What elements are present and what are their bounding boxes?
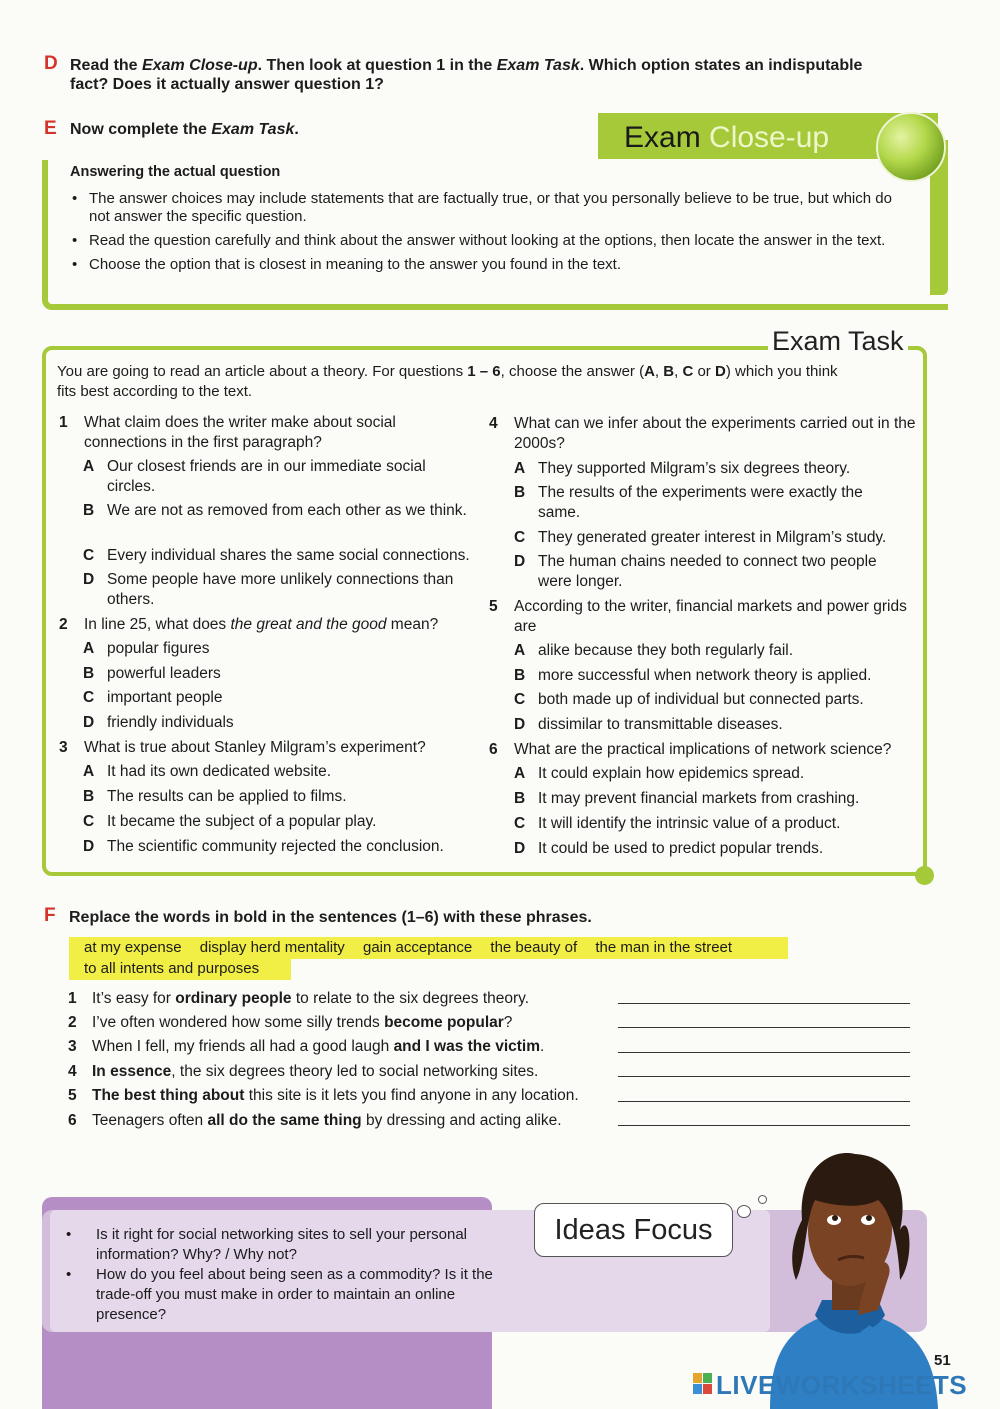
question-6: 6 What are the practical implications of network science? bbox=[489, 741, 892, 758]
phrase: the man in the street bbox=[595, 939, 733, 956]
option[interactable]: B The results can be applied to films. bbox=[83, 788, 347, 805]
question-1: 1 What claim does the writer make about social connections in the first paragraph? bbox=[59, 414, 396, 451]
phrase-bank-row-2 bbox=[69, 958, 291, 980]
exam-task-dot bbox=[915, 866, 934, 885]
option[interactable]: A alike because they both regularly fail. bbox=[514, 642, 794, 659]
option[interactable]: C important people bbox=[83, 689, 223, 706]
liveworksheets-logo-icon bbox=[693, 1373, 713, 1395]
option[interactable]: C both made up of individual but connected parts. bbox=[514, 691, 864, 708]
closeup-bullet: • Read the question carefully and think about the answer without looking at the options, then locate the answer in the text. bbox=[70, 232, 906, 250]
phrase: gain acceptance bbox=[362, 939, 473, 956]
thought-bubble-icon bbox=[737, 1205, 751, 1218]
option[interactable]: C Every individual shares the same social connections. bbox=[83, 547, 470, 564]
f-sentence: 4 In essence, the six degrees theory led to social networking sites. bbox=[68, 1063, 539, 1080]
f-sentence: 2 I’ve often wondered how some silly trends become popular? bbox=[68, 1014, 513, 1031]
f-sentence: 6 Teenagers often all do the same thing by dressing and acting alike. bbox=[68, 1112, 562, 1129]
question-5: 5 According to the writer, financial markets and power grids are bbox=[489, 598, 907, 635]
exam-closeup-bullets bbox=[70, 190, 906, 274]
option[interactable]: C They generated greater interest in Milgram’s study. bbox=[514, 529, 887, 546]
exam-task-title: Exam Task bbox=[768, 326, 908, 357]
question-2: 2 In line 25, what does the great and the good mean? bbox=[59, 616, 439, 633]
phrase: to all intents and purposes bbox=[84, 960, 260, 977]
closeup-bullet: • The answer choices may include statements that are factually true, or that you personally believe to be true, but which do not answer the specific question. bbox=[70, 190, 906, 226]
option[interactable]: A It had its own dedicated website. bbox=[83, 763, 332, 780]
option[interactable]: D The scientific community rejected the conclusion. bbox=[83, 838, 444, 855]
ideas-bullet: • Is it right for social networking sites to sell your personal information? Why? / Why not? bbox=[64, 1225, 504, 1265]
option[interactable]: A Our closest friends are in our immediate social circles. bbox=[83, 458, 426, 495]
answer-line-6[interactable] bbox=[618, 1125, 910, 1126]
answer-line-5[interactable] bbox=[618, 1101, 910, 1102]
option[interactable]: B We are not as removed from each other as we think. bbox=[83, 502, 467, 519]
phrase-bank-row-1 bbox=[69, 937, 788, 959]
phrase: display herd mentality bbox=[199, 939, 345, 956]
section-f-letter: F bbox=[44, 905, 56, 926]
question-3: 3 What is true about Stanley Milgram’s experiment? bbox=[59, 739, 426, 756]
section-f-instruction: Replace the words in bold in the sentences (1–6) with these phrases. bbox=[69, 909, 592, 926]
answer-line-3[interactable] bbox=[618, 1052, 910, 1053]
ideas-bullet: • How do you feel about being seen as a commodity? Is it the trade-off you must make in order to maintain an online presence? bbox=[64, 1265, 504, 1325]
option[interactable]: B powerful leaders bbox=[83, 665, 221, 682]
question-4: 4 What can we infer about the experiments carried out in the 2000s? bbox=[489, 415, 916, 452]
phrase: at my expense bbox=[84, 939, 182, 956]
ideas-focus-questions bbox=[64, 1225, 504, 1325]
option[interactable]: D Some people have more unlikely connections than others. bbox=[83, 571, 454, 608]
closeup-bullet: • Choose the option that is closest in meaning to the answer you found in the text. bbox=[70, 256, 906, 274]
exam-closeup-heading: Answering the actual question bbox=[70, 164, 281, 180]
answer-line-2[interactable] bbox=[618, 1027, 910, 1028]
option[interactable]: C It will identify the intrinsic value of a product. bbox=[514, 815, 841, 832]
option[interactable]: D friendly individuals bbox=[83, 714, 234, 731]
f-sentence: 5 The best thing about this site is it lets you find anyone in any location. bbox=[68, 1087, 579, 1104]
section-e-letter: E bbox=[44, 118, 57, 139]
ideas-focus-title: Ideas Focus bbox=[534, 1203, 733, 1257]
option[interactable]: D dissimilar to transmittable diseases. bbox=[514, 716, 783, 733]
option[interactable]: A They supported Milgram’s six degrees theory. bbox=[514, 460, 851, 477]
option[interactable]: B The results of the experiments were exactly the same. bbox=[514, 484, 863, 521]
section-d-letter: D bbox=[44, 53, 58, 74]
option[interactable]: C It became the subject of a popular play. bbox=[83, 813, 377, 830]
watermark-logo: LIVEWORKSHEETS bbox=[716, 1370, 968, 1400]
answer-line-4[interactable] bbox=[618, 1076, 910, 1077]
option[interactable]: B It may prevent financial markets from crashing. bbox=[514, 790, 860, 807]
page-number: 51 bbox=[934, 1352, 951, 1369]
globe-icon bbox=[876, 112, 946, 182]
exam-task-intro: You are going to read an article about a theory. For questions 1 – 6, choose the answer (A, B, C or D) which you think fits best according to the text. bbox=[57, 363, 838, 400]
option[interactable]: D It could be used to predict popular trends. bbox=[514, 840, 824, 857]
option[interactable]: A popular figures bbox=[83, 640, 210, 657]
option[interactable]: D The human chains needed to connect two people were longer. bbox=[514, 553, 877, 590]
f-sentence: 1 It’s easy for ordinary people to relate to the six degrees theory. bbox=[68, 990, 530, 1007]
answer-line-1[interactable] bbox=[618, 1003, 910, 1004]
option[interactable]: A It could explain how epidemics spread. bbox=[514, 765, 805, 782]
f-sentence: 3 When I fell, my friends all had a good laugh and I was the victim. bbox=[68, 1038, 545, 1055]
phrase: the beauty of bbox=[490, 939, 578, 956]
exam-closeup-title: Exam Close-up bbox=[598, 113, 938, 159]
section-d-instruction: Read the Exam Close-up. Then look at question 1 in the Exam Task. Which option states an indisputable fact? Does it actually answer question 1? bbox=[70, 57, 863, 93]
option[interactable]: B more successful when network theory is applied. bbox=[514, 667, 872, 684]
section-e-instruction: Now complete the Exam Task. bbox=[70, 121, 299, 138]
